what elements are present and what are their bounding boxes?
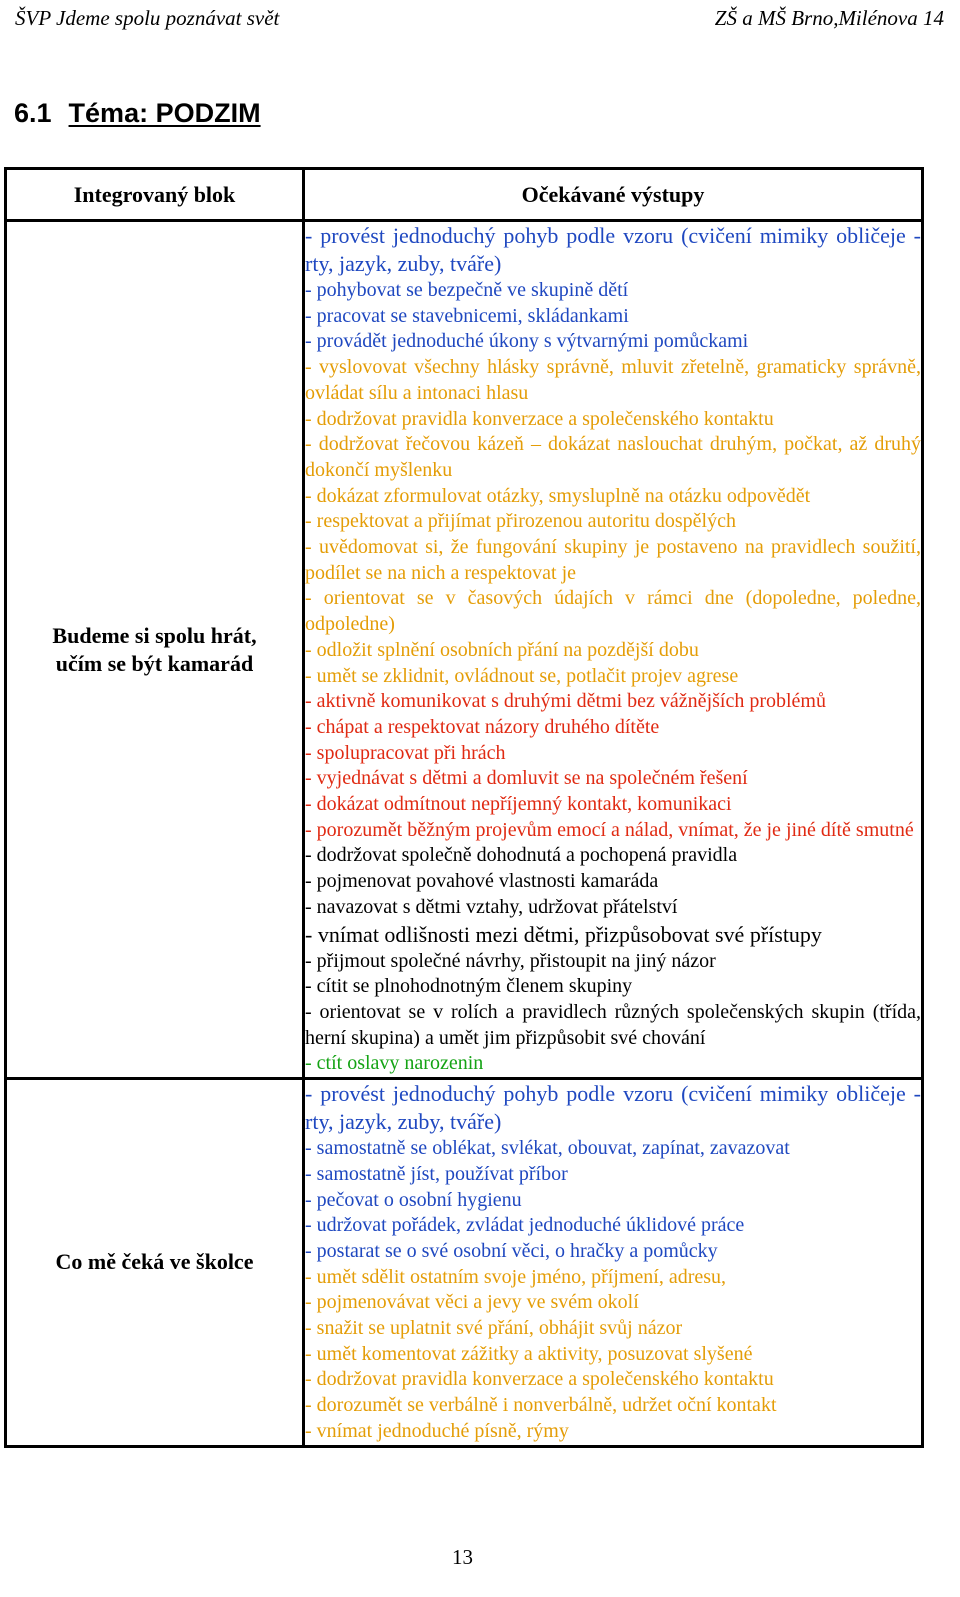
- output-item: - dorozumět se verbálně i nonverbálně, udržet oční kontakt: [305, 1394, 777, 1417]
- output-item: - vyjednávat s dětmi a domluvit se na společném řešení: [305, 767, 748, 790]
- output-item: - vnímat jednoduché písně, rýmy: [305, 1419, 569, 1442]
- column-header-outputs: Očekávané výstupy: [304, 169, 923, 221]
- block-title-line: Budeme si spolu hrát,: [52, 622, 257, 648]
- output-item: - ctít oslavy narozenin: [305, 1052, 484, 1075]
- output-item: - přijmout společné návrhy, přistoupit na jiný názor: [305, 949, 716, 972]
- output-item: - dodržovat pravidla konverzace a společenského kontaktu: [305, 407, 774, 430]
- output-item: - umět se zklidnit, ovládnout se, potlačit projev agrese: [305, 664, 739, 687]
- output-item: - vyslovovat všechny hlásky správně, mluvit zřetelně, gramaticky správně, ovládat sílu a intonaci hlasu: [305, 356, 921, 404]
- output-item: - chápat a respektovat názory druhého dítěte: [305, 715, 660, 738]
- output-item: - provést jednoduchý pohyb podle vzoru (cvičení mimiky obličeje - rty, jazyk, zuby, tváře): [305, 1081, 921, 1135]
- table-row: [6, 1079, 923, 1446]
- output-item: - porozumět běžným projevům emocí a nálad, vnímat, že je jiné dítě smutné: [305, 818, 914, 841]
- output-item: - aktivně komunikovat s druhými dětmi bez vážnějších problémů: [305, 690, 826, 713]
- output-item: - cítit se plnohodnotným členem skupiny: [305, 975, 633, 998]
- output-item: - pohybovat se bezpečně ve skupině dětí: [305, 279, 629, 301]
- output-item: - dokázat zformulovat otázky, smysluplně na otázku odpovědět: [305, 484, 811, 507]
- output-item: - uvědomovat si, že fungování skupiny je postaveno na pravidlech soužití, podílet se na nich a respektovat je: [305, 536, 921, 584]
- header-school-program: ŠVP Jdeme spolu poznávat svět: [15, 6, 280, 30]
- output-item: - samostatně jíst, používat příbor: [305, 1162, 568, 1185]
- output-item: - postarat se o své osobní věci, o hračky a pomůcky: [305, 1239, 718, 1262]
- output-item: - pojmenovat povahové vlastnosti kamaráda: [305, 870, 659, 893]
- output-item: - spolupracovat při hrách: [305, 741, 506, 764]
- expected-outputs-cell: [304, 1079, 923, 1446]
- header-school-name: ZŠ a MŠ Brno,Milénova 14: [714, 6, 944, 30]
- output-item: - dodržovat společně dohodnutá a pochopená pravidla: [305, 844, 738, 867]
- output-item: - dodržovat pravidla konverzace a společenského kontaktu: [305, 1368, 774, 1391]
- section-number: 6.1: [14, 98, 52, 128]
- curriculum-table: [4, 167, 924, 1448]
- output-item: - respektovat a přijímat přirozenou autoritu dospělých: [305, 510, 736, 533]
- output-item: - orientovat se v časových údajích v rámci dne (dopoledne, poledne, odpoledne): [305, 587, 921, 636]
- output-item: - snažit se uplatnit své přání, obhájit svůj názor: [305, 1317, 683, 1340]
- output-item: - provést jednoduchý pohyb podle vzoru (cvičení mimiky obličeje - rty, jazyk, zuby, tváře): [305, 223, 921, 276]
- output-item: - pojmenovávat věci a jevy ve svém okolí: [305, 1291, 639, 1314]
- table-row: [6, 221, 923, 1079]
- output-item: - orientovat se v rolích a pravidlech různých společenských skupin (třída, herní skupina) a umět jim přizpůsobit své chování: [305, 1000, 921, 1049]
- section-title: [14, 98, 261, 129]
- table-header-row: [6, 169, 923, 221]
- output-item: - pracovat se stavebnicemi, skládankami: [305, 304, 629, 327]
- output-item: - umět sdělit ostatním svoje jméno, příjmení, adresu,: [305, 1265, 727, 1288]
- output-item: - provádět jednoduché úkony s výtvarnými pomůckami: [305, 330, 749, 353]
- block-title-line: Co mě čeká ve školce: [55, 1249, 254, 1275]
- block-title-line: učím se být kamarád: [55, 650, 254, 676]
- output-item: - odložit splnění osobních přání na pozdější dobu: [305, 638, 699, 661]
- integrated-block-cell: [6, 221, 304, 1079]
- integrated-block-cell: [6, 1079, 304, 1446]
- output-item: - navazovat s dětmi vztahy, udržovat přátelství: [305, 895, 678, 918]
- page-number: 13: [452, 1545, 473, 1569]
- output-item: - umět komentovat zážitky a aktivity, posuzovat slyšené: [305, 1342, 753, 1365]
- output-item: - dodržovat řečovou kázeň – dokázat naslouchat druhým, počkat, až druhý dokončí myšlenku: [305, 433, 921, 481]
- output-item: - pečovat o osobní hygienu: [305, 1188, 522, 1211]
- output-item: - dokázat odmítnout nepříjemný kontakt, komunikaci: [305, 793, 732, 816]
- section-topic: Téma: PODZIM: [68, 98, 261, 128]
- output-item: - samostatně se oblékat, svlékat, obouvat, zapínat, zavazovat: [305, 1137, 790, 1160]
- column-header-block: Integrovaný blok: [6, 169, 304, 221]
- output-item: - udržovat pořádek, zvládat jednoduché úklidové práce: [305, 1214, 745, 1237]
- output-item: - vnímat odlišnosti mezi dětmi, přizpůsobovat své přístupy: [305, 921, 822, 947]
- expected-outputs-cell: [304, 221, 923, 1079]
